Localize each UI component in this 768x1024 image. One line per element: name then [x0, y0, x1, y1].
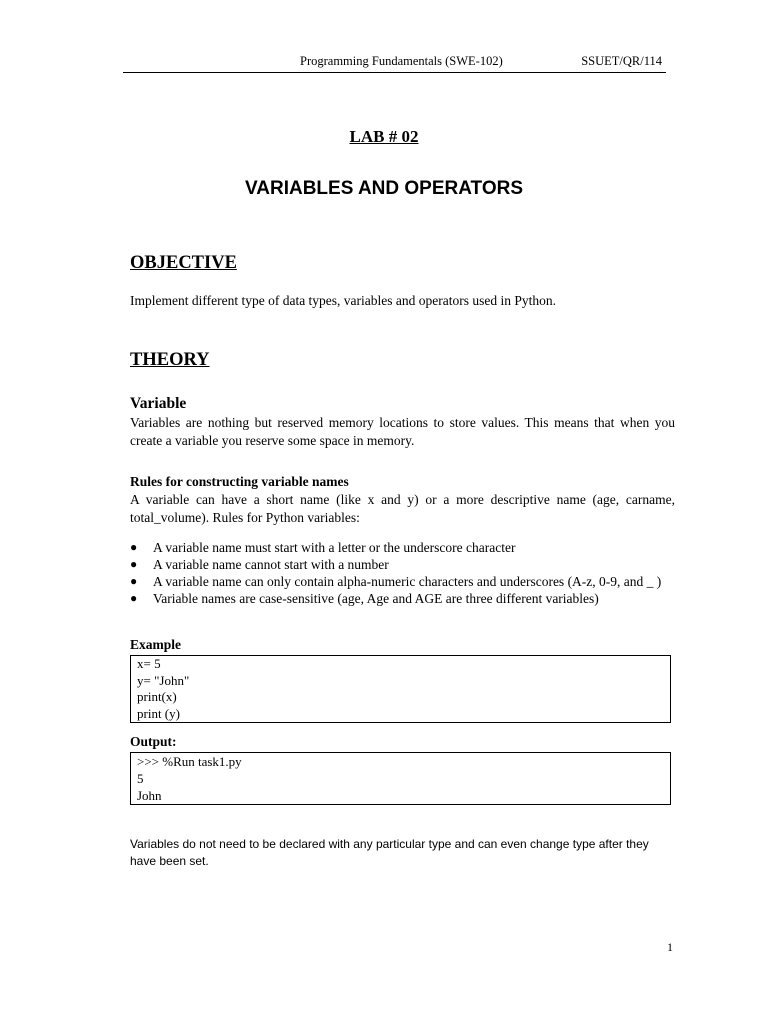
rules-heading: Rules for constructing variable names: [130, 474, 349, 489]
list-item: [130, 573, 675, 590]
theory-heading: THEORY: [130, 350, 210, 370]
rule-text: A variable name must start with a letter or the underscore character: [153, 540, 516, 555]
rule-text: A variable name cannot start with a number: [153, 557, 389, 572]
code-line: print(x): [137, 689, 177, 704]
example-heading: Example: [130, 637, 182, 652]
list-item: [130, 590, 675, 607]
objective-text: Implement different type of data types, variables and operators used in Python.: [130, 293, 557, 308]
bullet-icon: ●: [130, 574, 138, 588]
rule-text: Variable names are case-sensitive (age, Age and AGE are three different variables): [153, 591, 599, 606]
objective-heading: OBJECTIVE: [130, 253, 237, 273]
header-course-title: Programming Fundamentals (SWE-102): [300, 54, 503, 68]
output-line: 5: [137, 771, 144, 786]
rules-intro-paragraph: A variable can have a short name (like x and y) or a more descriptive name (age, carname, total_volume). Rules for Python variables:: [130, 492, 675, 525]
output-box: [130, 752, 671, 805]
bullet-icon: ●: [130, 591, 138, 605]
variable-paragraph: Variables are nothing but reserved memory locations to store values. This means that when you create a variable you reserve some space in memory.: [130, 415, 675, 448]
lab-number: LAB # 02: [349, 127, 419, 146]
header-document-code: SSUET/QR/114: [581, 54, 662, 68]
rules-list: [130, 539, 675, 607]
page-title: VARIABLES AND OPERATORS: [245, 178, 523, 199]
output-line: >>> %Run task1.py: [137, 754, 242, 769]
page-header: [123, 54, 666, 73]
output-line: John: [137, 788, 162, 803]
list-item: [130, 556, 675, 573]
bullet-icon: ●: [130, 540, 138, 554]
output-heading: Output:: [130, 734, 177, 749]
code-line: y= "John": [137, 672, 190, 688]
code-line: print (y): [137, 705, 180, 721]
rule-text: A variable name can only contain alpha-numeric characters and underscores (A-z, 0-9, and _ ): [153, 574, 662, 589]
bullet-icon: ●: [130, 557, 138, 571]
variable-heading: Variable: [130, 395, 187, 412]
closing-note: Variables do not need to be declared with any particular type and can even change type after they have been set.: [130, 837, 649, 868]
example-code-box: [130, 655, 671, 723]
page-number: 1: [667, 940, 673, 954]
list-item: [130, 539, 675, 556]
code-line: x= 5: [137, 656, 161, 671]
